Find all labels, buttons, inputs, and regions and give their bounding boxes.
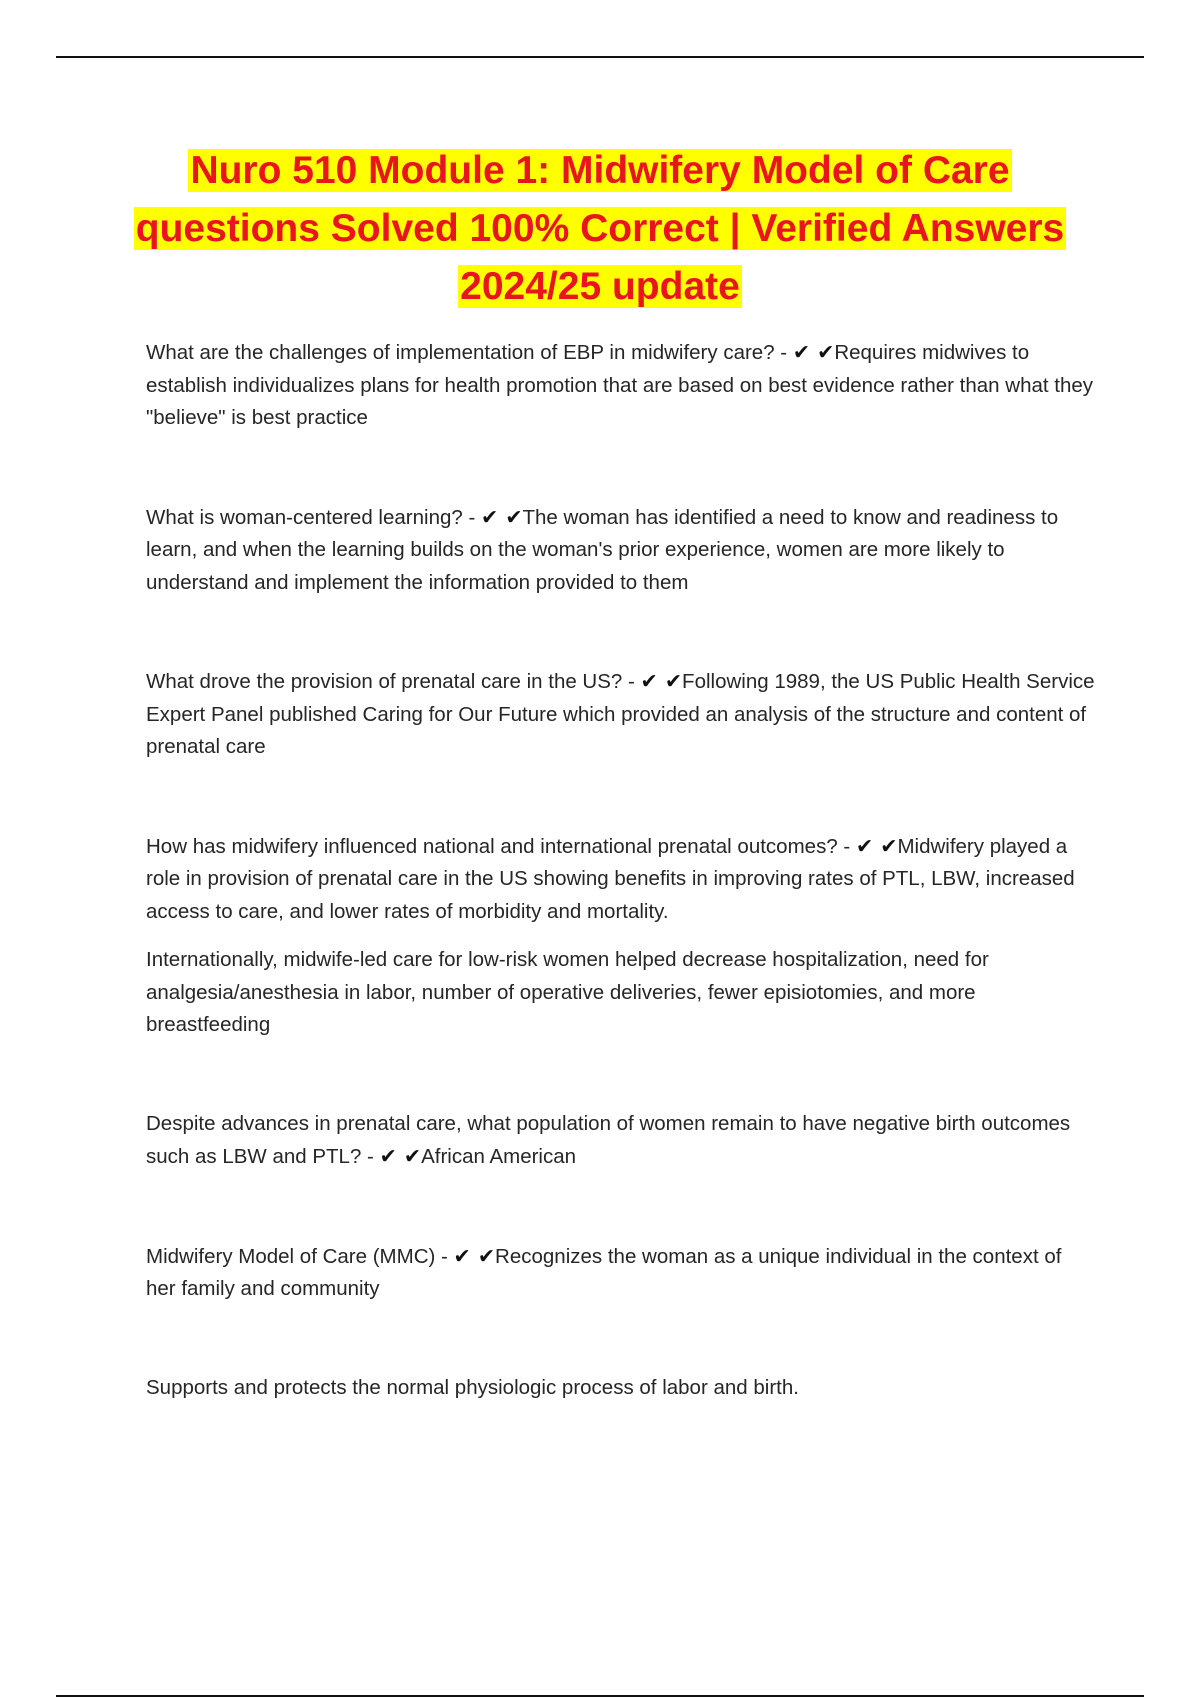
qa-item [146,336,1096,435]
double-check-icon: ✔ ✔ [640,669,683,693]
answer-continuation: Internationally, midwife-led care for low-risk women helped decrease hospitalization, need for analgesia/anesthesia in labor, number of operative deliveries, fewer episiotomies, and more breastfeeding [146,948,989,1036]
top-rule [56,56,1144,58]
answer-text: Following 1989, the US Public Health Service Expert Panel published Caring for Our Future which provided an analysis of the structure and content of prenatal care [146,670,1095,758]
double-check-icon: ✔ ✔ [855,833,898,858]
bottom-rule [56,1695,1144,1697]
double-check-icon: ✔ ✔ [379,1144,422,1168]
double-check-icon: ✔ ✔ [481,504,523,529]
answer-text: Requires midwives to establish individualizes plans for health promotion that are based on best evidence rather than what they "believe" is best practice [146,341,1094,429]
qa-item [146,1240,1096,1306]
question-text: What drove the provision of prenatal care in the US? - [146,670,641,693]
qa-item [146,1108,1096,1174]
title-line-1: Nuro 510 Module 1: Midwifery Model of Care [190,149,1010,192]
answer-text: Recognizes the woman as a unique individual in the context of her family and community [146,1244,1062,1300]
qa-content [146,336,1096,1404]
title-line-2: questions Solved 100% Correct | Verified Answers [135,207,1065,250]
question-text: What are the challenges of implementation of EBP in midwifery care? - [146,341,793,364]
double-check-icon: ✔ ✔ [792,340,835,364]
answer-text: The woman has identified a need to know and readiness to learn, and when the learning builds on the woman's prior experience, women are more likely to understand and implement the information provided to them [146,505,1059,594]
closing-statement: Supports and protects the normal physiologic process of labor and birth. [146,1375,799,1399]
page-title [120,142,1080,316]
answer-text: Midwifery played a role in provision of prenatal care in the US showing benefits in improving rates of PTL, LBW, increased access to care, and lower rates of morbidity and mortality. [146,834,1075,923]
double-check-icon: ✔ ✔ [453,1243,496,1268]
question-text: Midwifery Model of Care (MMC) - [146,1244,454,1268]
question-text: What is woman-centered learning? - [146,505,481,529]
qa-item [146,665,1096,764]
question-text: How has midwifery influenced national and international prenatal outcomes? - [146,834,856,858]
qa-item [146,830,1096,929]
question-text: Despite advances in prenatal care, what population of women remain to have negative birth outcomes such as LBW and PTL? - [146,1111,1071,1168]
answer-text: African American [421,1145,577,1168]
qa-item [146,501,1096,600]
title-line-3: 2024/25 update [460,265,740,308]
